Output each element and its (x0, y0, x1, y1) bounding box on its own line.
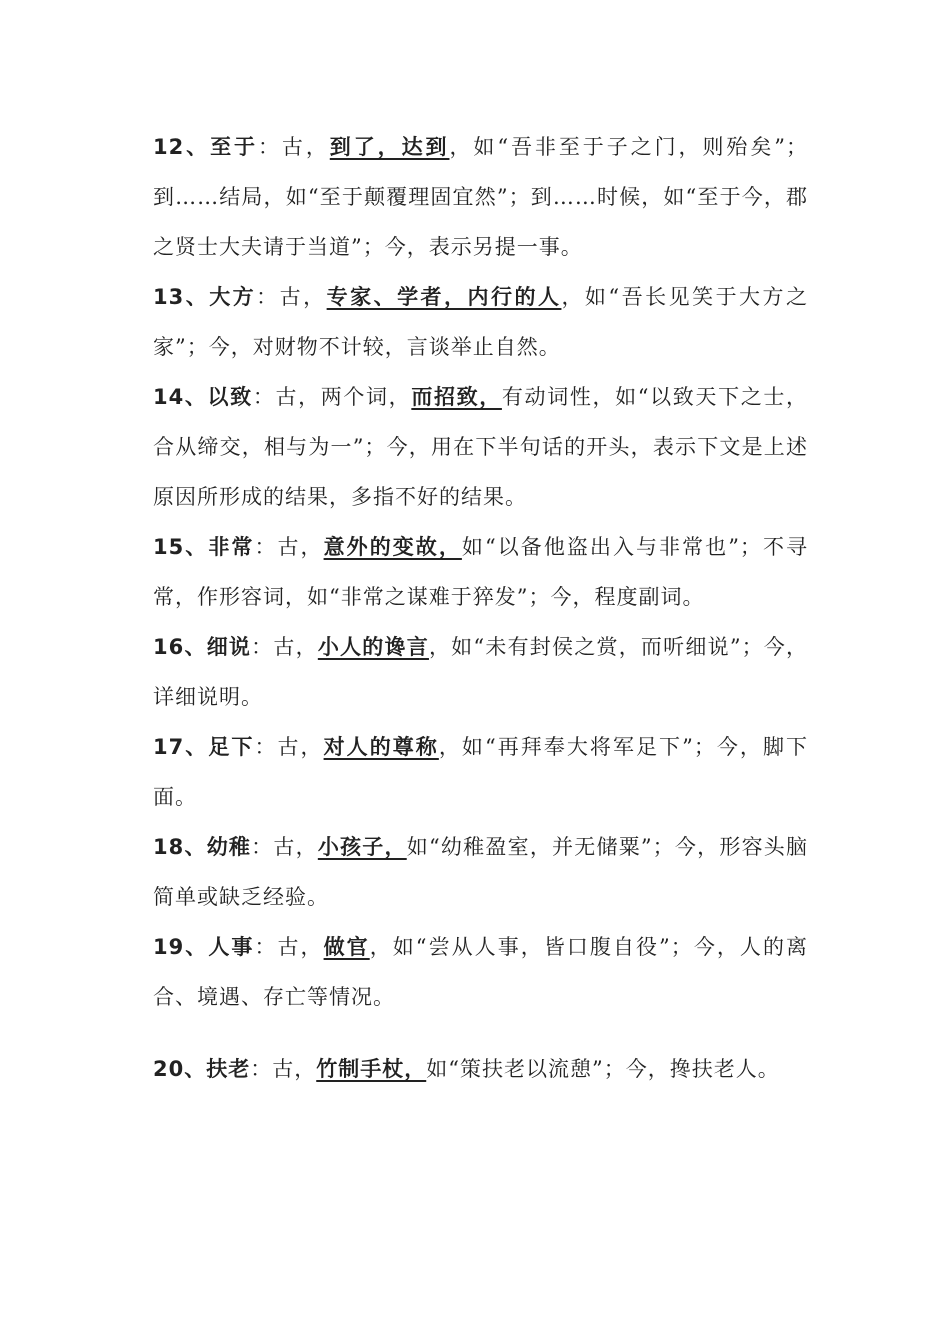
entry-19 (153, 922, 808, 1022)
entry-rest: 如“幼稚盈室，并无储粟”；今，形容头脑简单或缺乏经验。 (153, 835, 809, 909)
entry-ancient-meaning: 到了，达到 (329, 135, 450, 159)
entry-rest: ，如“未有封侯之赏，而听细说”；今，详细说明。 (153, 635, 809, 709)
entry-ancient-meaning: 意外的变故， (323, 535, 462, 559)
entry-rest: 有动词性，如“以致天下之士，合从缔交，相与为一”；今，用在下半句话的开头，表示下文是上述原因所形成的结果，多指不好的结果。 (153, 385, 809, 509)
entry-term: 以致 (207, 385, 253, 409)
entry-13 (153, 272, 808, 372)
entry-lead: ：古， (250, 1057, 317, 1081)
entry-rest: ，如“吾长见笑于大方之家”；今，对财物不计较，言谈举止自然。 (153, 285, 809, 359)
entry-term: 大方 (209, 285, 257, 309)
entry-rest: 如“策扶老以流憩”；今，搀扶老人。 (426, 1057, 780, 1081)
entry-term: 至于 (210, 135, 258, 159)
entry-ancient-meaning: 小人的谗言 (317, 635, 429, 659)
entry-term: 非常 (208, 535, 255, 559)
entry-lead: ：古， (251, 835, 318, 859)
entry-rest: ，如“再拜奉大将军足下”；今，脚下面。 (153, 735, 809, 809)
entry-number: 16、 (153, 635, 207, 659)
entry-20 (153, 1044, 808, 1094)
document-page (153, 122, 808, 1094)
entry-number: 15、 (153, 535, 209, 559)
entry-term: 扶老 (206, 1057, 251, 1081)
entry-ancient-meaning: 竹制手杖， (316, 1057, 427, 1081)
entry-lead: ：古， (254, 935, 324, 959)
entry-rest: 如“以备他盗出入与非常也”；不寻常，作形容词，如“非常之谋难于猝发”；今，程度副词。 (153, 535, 809, 609)
entry-ancient-meaning: 小孩子， (317, 835, 407, 859)
entry-lead: ：古， (257, 135, 330, 159)
entry-lead: ：古， (251, 635, 318, 659)
entry-12 (153, 122, 808, 272)
entry-number: 19、 (153, 935, 209, 959)
entry-lead: ：古， (256, 285, 327, 309)
entry-number: 12、 (153, 135, 211, 159)
entry-ancient-meaning: 做官 (323, 935, 370, 959)
entry-lead: ：古，两个词， (252, 385, 412, 409)
entry-lead: ：古， (254, 735, 324, 759)
entry-number: 18、 (153, 835, 207, 859)
entry-14 (153, 372, 808, 522)
entry-term: 细说 (206, 635, 252, 659)
entry-ancient-meaning: 对人的尊称 (323, 735, 439, 759)
entry-lead: ：古， (254, 535, 324, 559)
entry-ancient-meaning: 而招致， (411, 385, 502, 409)
entry-15 (153, 522, 808, 622)
entry-term: 人事 (208, 935, 255, 959)
entry-18 (153, 822, 808, 922)
entry-term: 足下 (208, 735, 255, 759)
entry-number: 13、 (153, 285, 210, 309)
entry-16 (153, 622, 808, 722)
entry-number: 17、 (153, 735, 209, 759)
entry-rest: ，如“尝从人事，皆口腹自役”；今，人的离合、境遇、存亡等情况。 (153, 935, 809, 1009)
entry-17 (153, 722, 808, 822)
entry-rest: ，如“吾非至于子之门，则殆矣”；到……结局，如“至于颠覆理固宜然”；到……时候，如“至于今，郡之贤士大夫请于当道”；今，表示另提一事。 (153, 135, 808, 259)
entry-term: 幼稚 (206, 835, 252, 859)
entry-number: 20、 (153, 1057, 207, 1081)
entry-number: 14、 (153, 385, 208, 409)
entry-ancient-meaning: 专家、学者，内行的人 (326, 285, 562, 309)
